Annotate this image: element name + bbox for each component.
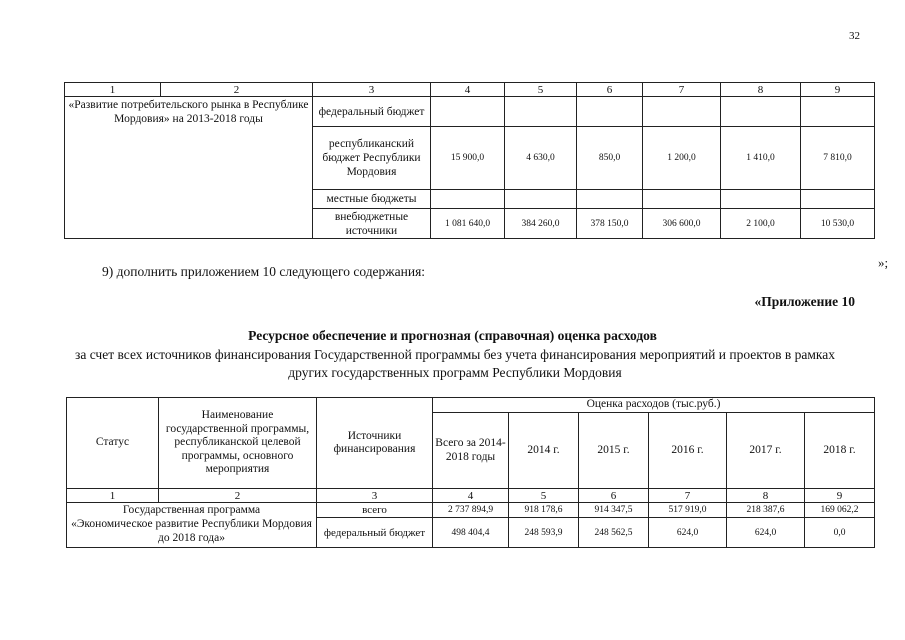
funding-source-cell: местные бюджеты xyxy=(313,190,431,209)
program-funding-table-continuation xyxy=(64,82,875,239)
program-cell xyxy=(67,503,317,548)
value-cell: 914 347,5 xyxy=(579,503,649,518)
resource-estimate-table xyxy=(66,397,875,548)
value-cell xyxy=(577,97,643,127)
value-cell xyxy=(431,97,505,127)
value-cell: 2 100,0 xyxy=(721,209,801,239)
table-row xyxy=(67,503,875,518)
appendix-label: «Приложение 10 xyxy=(754,294,855,309)
closing-quote: »; xyxy=(878,255,889,270)
value-cell xyxy=(505,190,577,209)
document-subtitle: за счет всех источников финансирования Государственной программы без учета финансирования мероприятий и проектов в рамках других государственных программ Республики Мордовия xyxy=(75,347,835,380)
value-cell xyxy=(801,97,875,127)
column-index: 8 xyxy=(721,83,801,97)
value-cell xyxy=(577,190,643,209)
value-cell: 1 410,0 xyxy=(721,127,801,190)
column-index: 9 xyxy=(801,83,875,97)
funding-source-cell: всего xyxy=(317,503,433,518)
value-cell: 498 404,4 xyxy=(433,518,509,548)
value-cell: 248 562,5 xyxy=(579,518,649,548)
value-cell: 624,0 xyxy=(649,518,727,548)
value-cell: 384 260,0 xyxy=(505,209,577,239)
value-cell xyxy=(643,190,721,209)
column-index-row xyxy=(67,489,875,503)
column-index: 6 xyxy=(577,83,643,97)
value-cell: 306 600,0 xyxy=(643,209,721,239)
value-cell: 169 062,2 xyxy=(805,503,875,518)
header-year: 2016 г. xyxy=(649,413,727,489)
header-year-total: Всего за 2014-2018 годы xyxy=(433,413,509,489)
column-index: 5 xyxy=(505,83,577,97)
table-header-row xyxy=(67,398,875,413)
funding-source-cell: внебюджетные источники xyxy=(313,209,431,239)
column-index: 5 xyxy=(509,489,579,503)
value-cell: 248 593,9 xyxy=(509,518,579,548)
value-cell: 7 810,0 xyxy=(801,127,875,190)
header-year: 2015 г. xyxy=(579,413,649,489)
value-cell: 378 150,0 xyxy=(577,209,643,239)
document-title: Ресурсное обеспечение и прогнозная (справочная) оценка расходов xyxy=(248,328,657,343)
value-cell: 1 081 640,0 xyxy=(431,209,505,239)
amendment-item-text: 9) дополнить приложением 10 следующего содержания: xyxy=(102,264,426,279)
value-cell xyxy=(431,190,505,209)
funding-source-cell: федеральный бюджет xyxy=(317,518,433,548)
value-cell: 517 919,0 xyxy=(649,503,727,518)
column-index: 7 xyxy=(649,489,727,503)
table-header-row xyxy=(65,83,875,97)
value-cell: 4 630,0 xyxy=(505,127,577,190)
column-index: 1 xyxy=(65,83,161,97)
table-row xyxy=(65,97,875,127)
column-index: 6 xyxy=(579,489,649,503)
column-index: 3 xyxy=(317,489,433,503)
column-index: 4 xyxy=(431,83,505,97)
funding-source-cell: республиканский бюджет Республики Мордовия xyxy=(313,127,431,190)
value-cell: 10 530,0 xyxy=(801,209,875,239)
program-name-cell: «Развитие потребительского рынка в Республике Мордовия» на 2013-2018 годы xyxy=(65,97,313,239)
program-name: «Экономическое развитие Республики Мордовия до 2018 года» xyxy=(71,518,312,544)
column-index: 2 xyxy=(161,83,313,97)
header-year: 2018 г. xyxy=(805,413,875,489)
header-program-name: Наименование государственной программы, республиканской целевой программы, основного мероприятия xyxy=(159,398,317,489)
value-cell: 0,0 xyxy=(805,518,875,548)
value-cell xyxy=(505,97,577,127)
funding-source-cell: федеральный бюджет xyxy=(313,97,431,127)
column-index: 7 xyxy=(643,83,721,97)
value-cell: 2 737 894,9 xyxy=(433,503,509,518)
header-year: 2014 г. xyxy=(509,413,579,489)
column-index: 3 xyxy=(313,83,431,97)
header-status: Статус xyxy=(67,398,159,489)
value-cell: 850,0 xyxy=(577,127,643,190)
column-index: 1 xyxy=(67,489,159,503)
value-cell xyxy=(721,97,801,127)
value-cell xyxy=(801,190,875,209)
value-cell: 1 200,0 xyxy=(643,127,721,190)
column-index: 8 xyxy=(727,489,805,503)
value-cell: 624,0 xyxy=(727,518,805,548)
column-index: 9 xyxy=(805,489,875,503)
program-status: Государственная программа xyxy=(122,504,261,516)
column-index: 2 xyxy=(159,489,317,503)
value-cell xyxy=(643,97,721,127)
value-cell: 918 178,6 xyxy=(509,503,579,518)
value-cell: 218 387,6 xyxy=(727,503,805,518)
value-cell xyxy=(721,190,801,209)
value-cell: 15 900,0 xyxy=(431,127,505,190)
header-estimate-group: Оценка расходов (тыс.руб.) xyxy=(433,398,875,413)
page-number: 32 xyxy=(849,30,860,42)
header-year: 2017 г. xyxy=(727,413,805,489)
header-funding-sources: Источники финансирования xyxy=(317,398,433,489)
column-index: 4 xyxy=(433,489,509,503)
